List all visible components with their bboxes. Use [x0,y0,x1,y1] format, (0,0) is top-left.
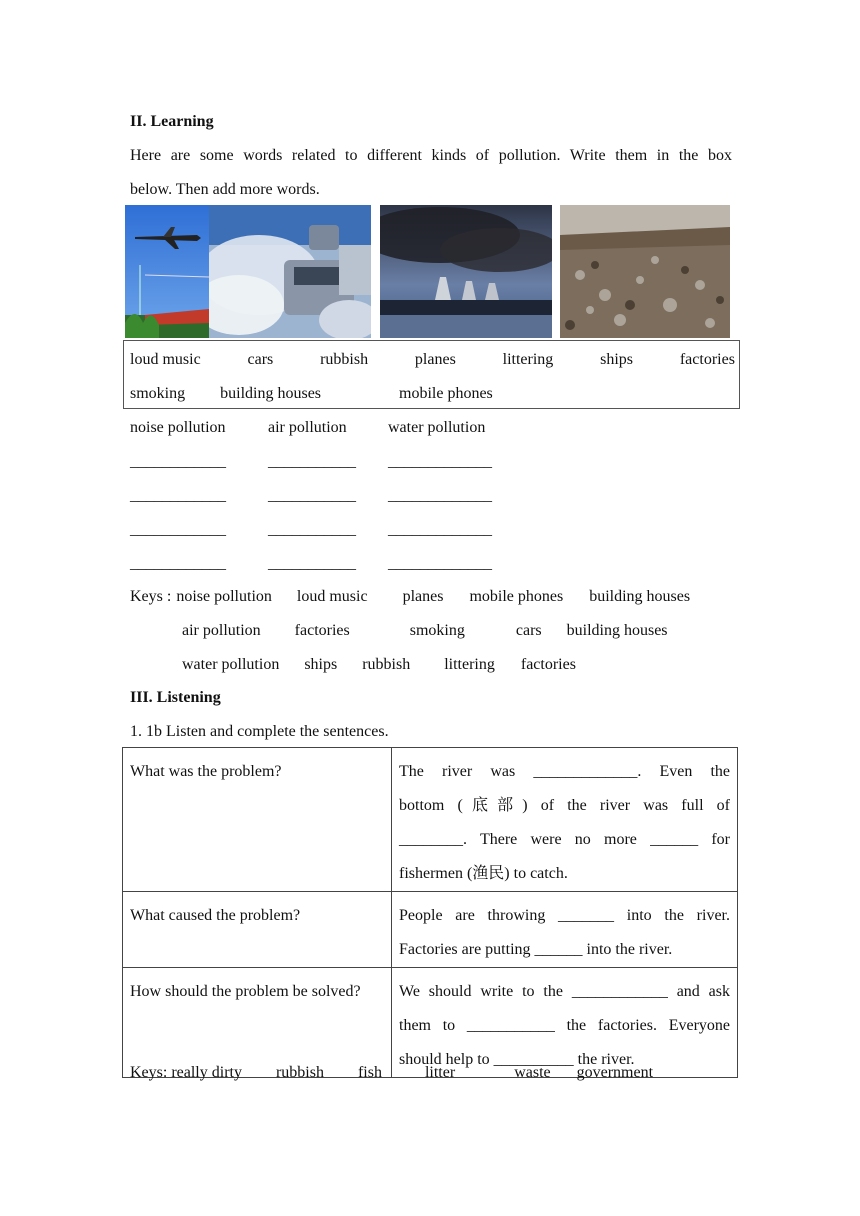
answer-cell [392,892,738,968]
answer-line: People are throwing _______ into the river. [399,907,730,924]
key-word: mobile phones [469,588,564,605]
question-cell: What was the problem? [123,748,392,892]
answer-line: ________. There were no more ______ for [399,831,730,848]
table-row [123,892,738,968]
blank-line[interactable]: _____________ [388,453,492,470]
answer-line: We should write to the ____________ and ask [399,983,730,1000]
blank-row [130,486,492,506]
section-heading-learning: II. Learning [130,113,214,130]
answer-line: should help to __________ the river. [399,1051,635,1068]
key-word: water pollution [182,656,280,673]
key-word: noise pollution [176,588,272,605]
key-word: government [576,1064,654,1081]
keys-noise-row [130,587,690,607]
blank-line[interactable]: ____________ [130,453,226,470]
section-heading-listening: III. Listening [130,689,221,706]
listening-table [122,747,738,1078]
answer-line: fishermen (渔民) to catch. [399,865,568,882]
key-word: waste [514,1064,551,1081]
blank-row [130,520,492,540]
key-word: planes [402,588,444,605]
keys-label: Keys : [130,588,172,605]
table-row [123,748,738,892]
blank-line[interactable]: ___________ [268,521,356,538]
answer-line: The river was _____________. Even the [399,763,730,780]
word-item: loud music [130,351,201,368]
polluted-water-photo [560,205,730,338]
blank-line[interactable]: ____________ [130,521,226,538]
word-item: smoking [130,385,186,402]
key-word: loud music [296,588,368,605]
keys-listening-row [130,1063,653,1083]
instruction-line-1: Here are some words related to different kinds of pollution. Write them in the box [130,147,732,164]
key-word: litter [424,1064,456,1081]
category-water: water pollution [388,419,486,436]
blank-line[interactable]: ___________ [268,453,356,470]
key-word: air pollution [182,622,261,639]
key-word: building houses [566,622,668,639]
key-word: rubbish [362,656,411,673]
answer-cell [392,748,738,892]
answer-line: bottom (底部) of the river was full of [399,797,730,814]
answer-line: them to ___________ the factories. Everyone [399,1017,730,1034]
word-box-row-2 [130,384,493,404]
question-cell: What caused the problem? [123,892,392,968]
category-air: air pollution [268,419,347,436]
key-word: fish [357,1064,382,1081]
factory-smoke-photo [380,205,552,338]
listening-task: 1. 1b Listen and complete the sentences. [130,723,389,740]
blank-line[interactable]: _____________ [388,555,492,572]
key-word: smoking [409,622,465,639]
word-item: building houses [220,385,322,402]
blank-line[interactable]: ___________ [268,555,356,572]
word-item: cars [247,351,274,368]
traffic-photo [209,205,371,338]
key-word: ships [304,656,338,673]
plane-photo [125,205,209,338]
word-item: rubbish [320,351,369,368]
blank-line[interactable]: _____________ [388,521,492,538]
table-row [123,968,738,1078]
key-word: rubbish [275,1064,324,1081]
question-cell: How should the problem be solved? [123,968,392,1078]
key-word: building houses [589,588,691,605]
blank-row [130,452,492,472]
answer-cell [392,968,738,1078]
key-word: factories [520,656,576,673]
word-item: ships [600,351,634,368]
blank-line[interactable]: ____________ [130,555,226,572]
blank-line[interactable]: _____________ [388,487,492,504]
answer-line: Factories are putting ______ into the river. [399,941,673,958]
word-item: planes [414,351,456,368]
word-item: mobile phones [399,385,493,402]
key-word: littering [444,656,495,673]
word-box-row-1 [130,350,735,370]
word-item: factories [679,351,735,368]
keys-label: Keys: really dirty [130,1064,242,1081]
key-word: cars [515,622,542,639]
category-noise: noise pollution [130,419,226,436]
key-word: factories [294,622,350,639]
keys-water-row [182,655,576,675]
word-item: littering [502,351,554,368]
keys-air-row [182,621,668,641]
blank-row [130,554,492,574]
instruction-line-2: below. Then add more words. [130,181,320,198]
blank-line[interactable]: ___________ [268,487,356,504]
category-headings [130,418,485,438]
blank-line[interactable]: ____________ [130,487,226,504]
